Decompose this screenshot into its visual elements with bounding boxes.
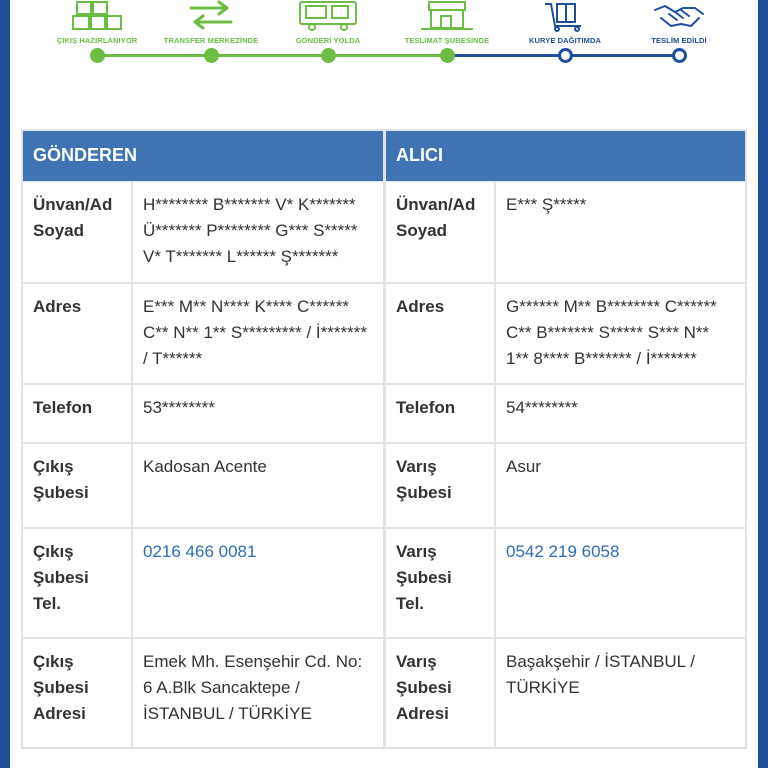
- origin-branch-phone-link[interactable]: 0216 466 0081: [143, 542, 257, 561]
- receiver-header: ALICI: [386, 131, 745, 181]
- sender-phone-value: 53********: [133, 385, 383, 442]
- destination-branch-phone-cell: [496, 529, 745, 637]
- step-teslimat-subesinde: [387, 0, 507, 45]
- origin-branch-value: Kadosan Acente: [133, 444, 383, 527]
- receiver-address-value: G****** M** B******** C****** C** B******* S***** S*** N** 1** 8**** B******* / İ*******: [496, 284, 745, 383]
- receiver-name-value: E*** Ş*****: [496, 182, 745, 282]
- step-label: ÇIKIŞ HAZIRLANIYOR: [56, 36, 138, 45]
- transfer-arrows-icon: [183, 0, 239, 32]
- step-kurye-dagitimda: [505, 0, 625, 45]
- destination-branch-label: Varış Şubesi: [386, 444, 494, 527]
- handshake-icon: [651, 0, 707, 32]
- sender-address-label: Adres: [23, 284, 131, 383]
- receiver-name-label: Ünvan/Ad Soyad: [386, 182, 494, 282]
- courier-trolley-icon: [537, 0, 593, 32]
- origin-branch-address-label: Çıkış Şubesi Adresi: [23, 639, 131, 747]
- step-dot-done: [204, 48, 219, 63]
- step-label: TRANSFER MERKEZİNDE: [163, 36, 259, 45]
- step-teslim-edildi: [619, 0, 739, 45]
- sender-header: GÖNDEREN: [23, 131, 383, 181]
- step-dot-pending: [558, 48, 573, 63]
- store-icon: [415, 0, 479, 32]
- sender-phone-label: Telefon: [23, 385, 131, 442]
- sender-address-value: E*** M** N**** K**** C****** C** N** 1** S********* / İ******* / T******: [133, 284, 383, 383]
- origin-branch-phone-cell: [133, 529, 383, 637]
- progress-line-done: [97, 54, 447, 57]
- shipment-details-table: [21, 129, 747, 749]
- origin-branch-phone-label: Çıkış Şubesi Tel.: [23, 529, 131, 637]
- step-transfer-merkezinde: [151, 0, 271, 45]
- boxes-icon: [69, 0, 125, 32]
- origin-branch-label: Çıkış Şubesi: [23, 444, 131, 527]
- destination-branch-value: Asur: [496, 444, 745, 527]
- sender-name-value: H******** B******* V* K******* Ü******* P******** G*** S***** V* T******* L****** Ş*******: [133, 182, 383, 282]
- destination-branch-address-label: Varış Şubesi Adresi: [386, 639, 494, 747]
- step-cikis-hazirlaniyor: [37, 0, 157, 45]
- step-label: TESLİMAT ŞUBESİNDE: [404, 36, 490, 45]
- receiver-phone-label: Telefon: [386, 385, 494, 442]
- destination-branch-phone-link[interactable]: 0542 219 6058: [506, 542, 620, 561]
- shipment-tracking-page: [10, 0, 758, 768]
- step-label: KURYE DAĞITIMDA: [528, 36, 602, 45]
- destination-branch-address-value: Başakşehir / İSTANBUL / TÜRKİYE: [496, 639, 745, 747]
- step-label: TESLİM EDİLDİ: [651, 36, 707, 45]
- step-dot-pending: [672, 48, 687, 63]
- step-label: GÖNDERİ YOLDA: [295, 36, 361, 45]
- step-dot-done: [440, 48, 455, 63]
- step-dot-done: [321, 48, 336, 63]
- sender-name-label: Ünvan/Ad Soyad: [23, 182, 131, 282]
- receiver-address-label: Adres: [386, 284, 494, 383]
- receiver-phone-value: 54********: [496, 385, 745, 442]
- step-dot-done: [90, 48, 105, 63]
- destination-branch-phone-label: Varış Şubesi Tel.: [386, 529, 494, 637]
- shipment-status-tracker: [10, 0, 758, 70]
- origin-branch-address-value: Emek Mh. Esenşehir Cd. No: 6 A.Blk Sancaktepe / İSTANBUL / TÜRKİYE: [133, 639, 383, 747]
- truck-icon: [296, 0, 360, 32]
- step-gonderi-yolda: [268, 0, 388, 45]
